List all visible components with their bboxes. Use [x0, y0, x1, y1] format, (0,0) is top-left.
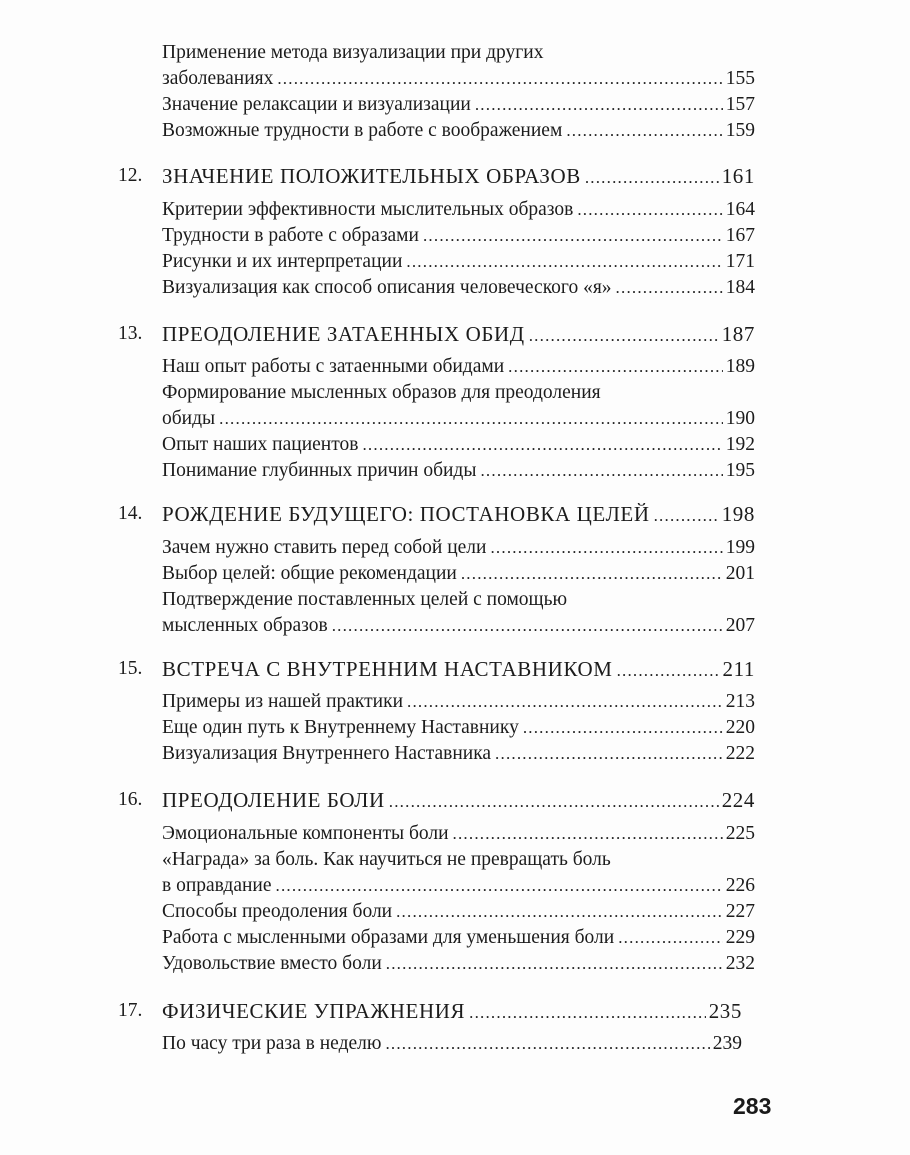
toc-entry-text: Эмоциональные компоненты боли: [162, 823, 449, 844]
toc-entry-text: Удовольствие вместо боли: [162, 953, 382, 974]
toc-page-number: 239: [712, 1033, 742, 1054]
leader-dots: [529, 322, 719, 350]
toc-page-number: 189: [725, 356, 755, 377]
toc-page-number: 226: [725, 875, 755, 896]
toc-entry-text: Возможные трудности в работе с воображением: [162, 120, 563, 141]
toc-entry-text: Еще один путь к Внутреннему Наставнику: [162, 717, 519, 738]
toc-page-number: 224: [721, 788, 755, 812]
toc-entry-text: Понимание глубинных причин обиды: [162, 460, 477, 481]
leader-dots: [332, 612, 723, 640]
chapter-number: 14.: [118, 503, 143, 524]
toc-page-number: 213: [725, 691, 755, 712]
toc-entry-line1: [162, 846, 755, 874]
toc-entry[interactable]: [162, 688, 755, 716]
leader-dots: [385, 1030, 709, 1058]
leader-dots: [475, 91, 723, 119]
leader-dots: [654, 502, 719, 530]
toc-entry-text: Подтверждение поставленных целей с помощью: [162, 589, 568, 610]
toc-entry-text: в оправдание: [162, 875, 272, 896]
chapter-heading-14[interactable]: [118, 500, 755, 528]
chapter-title: ПРЕОДОЛЕНИЕ БОЛИ: [162, 788, 385, 812]
leader-dots: [276, 872, 723, 900]
leader-dots: [406, 248, 722, 276]
toc-entry[interactable]: [162, 196, 755, 224]
toc-page-number: 207: [725, 615, 755, 636]
leader-dots: [495, 740, 723, 768]
toc-page-number: 164: [725, 199, 755, 220]
chapter-heading-17[interactable]: [118, 997, 742, 1025]
leader-dots: [618, 924, 723, 952]
toc-entry[interactable]: [162, 248, 755, 276]
chapter-title: ВСТРЕЧА С ВНУТРЕННИМ НАСТАВНИКОМ: [162, 657, 613, 681]
toc-page-number: 211: [722, 657, 755, 681]
toc-entry[interactable]: [162, 534, 755, 562]
toc-entry-text: обиды: [162, 408, 216, 429]
leader-dots: [362, 431, 722, 459]
toc-page-number: 199: [725, 537, 755, 558]
page-number: 283: [733, 1093, 772, 1119]
toc-entry-line1: [162, 39, 755, 67]
toc-page-number: 161: [721, 164, 755, 188]
toc-entry[interactable]: [162, 740, 755, 768]
toc-entry[interactable]: [162, 950, 755, 978]
leader-dots: [469, 999, 706, 1027]
leader-dots: [461, 560, 723, 588]
toc-entry[interactable]: [162, 405, 755, 433]
toc-entry-text: Примеры из нашей практики: [162, 691, 403, 712]
toc-page-number: 229: [725, 927, 755, 948]
leader-dots: [617, 657, 720, 685]
toc-entry-text: Критерии эффективности мыслительных образов: [162, 199, 574, 220]
toc-page-number: 220: [725, 717, 755, 738]
toc-page-number: 235: [708, 999, 742, 1023]
toc-entry[interactable]: [162, 1030, 742, 1058]
toc-entry-text: Значение релаксации и визуализации: [162, 94, 471, 115]
toc-page-number: 222: [725, 743, 755, 764]
toc-entry-text: Выбор целей: общие рекомендации: [162, 563, 457, 584]
toc-entry[interactable]: [162, 820, 755, 848]
toc-entry-text: Визуализация как способ описания человеческого «я»: [162, 277, 612, 298]
toc-entry[interactable]: [162, 898, 755, 926]
toc-page-number: 192: [725, 434, 755, 455]
toc-entry-line1: [162, 379, 755, 407]
leader-dots: [585, 164, 719, 192]
leader-dots: [219, 405, 723, 433]
leader-dots: [616, 274, 723, 302]
toc-page-number: 157: [725, 94, 755, 115]
leader-dots: [453, 820, 723, 848]
toc-entry-text: Рисунки и их интерпретации: [162, 251, 403, 272]
leader-dots: [490, 534, 722, 562]
toc-entry[interactable]: [162, 872, 755, 900]
toc-page-number: 187: [721, 322, 755, 346]
chapter-number: 12.: [118, 165, 143, 186]
chapter-number: 15.: [118, 658, 143, 679]
toc-page-number: 171: [725, 251, 755, 272]
chapter-title: РОЖДЕНИЕ БУДУЩЕГО: ПОСТАНОВКА ЦЕЛЕЙ: [162, 502, 650, 526]
toc-entry-text: «Награда» за боль. Как научиться не превращать боль: [162, 849, 611, 870]
toc-entry[interactable]: [162, 222, 755, 250]
toc-entry-text: Способы преодоления боли: [162, 901, 393, 922]
toc-entry[interactable]: [162, 924, 755, 952]
toc-page-number: 167: [725, 225, 755, 246]
toc-entry-text: Наш опыт работы с затаенными обидами: [162, 356, 505, 377]
toc-page-number: 198: [721, 502, 755, 526]
chapter-heading-13[interactable]: [118, 320, 755, 348]
toc-entry-text: Применение метода визуализации при других: [162, 42, 544, 63]
toc-entry[interactable]: [162, 91, 755, 119]
leader-dots: [277, 65, 722, 93]
chapter-number: 17.: [118, 1000, 143, 1021]
toc-entry-text: Зачем нужно ставить перед собой цели: [162, 537, 487, 558]
toc-entry-text: заболеваниях: [162, 68, 274, 89]
chapter-number: 13.: [118, 323, 143, 344]
toc-entry[interactable]: [162, 560, 755, 588]
toc-entry-text: мысленных образов: [162, 615, 328, 636]
toc-entry-text: Трудности в работе с образами: [162, 225, 419, 246]
leader-dots: [389, 788, 719, 816]
toc-entry-text: Работа с мысленными образами для уменьшения боли: [162, 927, 615, 948]
toc-entry[interactable]: [162, 65, 755, 93]
leader-dots: [480, 457, 722, 485]
chapter-heading-16[interactable]: [118, 786, 755, 814]
toc-page-number: 195: [725, 460, 755, 481]
toc-entry[interactable]: [162, 612, 755, 640]
toc-page-number: 201: [725, 563, 755, 584]
chapter-title: ЗНАЧЕНИЕ ПОЛОЖИТЕЛЬНЫХ ОБРАЗОВ: [162, 164, 581, 188]
toc-page-number: 159: [725, 120, 755, 141]
toc-entry-text: Визуализация Внутреннего Наставника: [162, 743, 492, 764]
chapter-title: ФИЗИЧЕСКИЕ УПРАЖНЕНИЯ: [162, 999, 466, 1023]
chapter-number: 16.: [118, 789, 143, 810]
leader-dots: [407, 688, 723, 716]
leader-dots: [396, 898, 723, 926]
toc-entry[interactable]: [162, 431, 755, 459]
toc-entry[interactable]: [162, 353, 755, 381]
toc-entry[interactable]: [162, 274, 755, 302]
toc-page-number: 184: [725, 277, 755, 298]
toc-entry-text: Опыт наших пациентов: [162, 434, 359, 455]
toc-entry[interactable]: [162, 714, 755, 742]
leader-dots: [523, 714, 723, 742]
chapter-title: ПРЕОДОЛЕНИЕ ЗАТАЕННЫХ ОБИД: [162, 322, 525, 346]
toc-page-number: 190: [725, 408, 755, 429]
leader-dots: [386, 950, 723, 978]
leader-dots: [423, 222, 723, 250]
chapter-heading-15[interactable]: [118, 655, 755, 683]
toc-entry-line1: [162, 586, 755, 614]
toc-page-number: 225: [725, 823, 755, 844]
toc-entry-text: Формирование мысленных образов для преодоления: [162, 382, 601, 403]
toc-entry[interactable]: [162, 117, 755, 145]
leader-dots: [577, 196, 722, 224]
toc-entry[interactable]: [162, 457, 755, 485]
toc-page-number: 155: [725, 68, 755, 89]
leader-dots: [508, 353, 723, 381]
toc-page-number: 227: [725, 901, 755, 922]
leader-dots: [566, 117, 722, 145]
toc-page-number: 232: [725, 953, 755, 974]
chapter-heading-12[interactable]: [118, 162, 755, 190]
toc-entry-text: По часу три раза в неделю: [162, 1033, 382, 1054]
